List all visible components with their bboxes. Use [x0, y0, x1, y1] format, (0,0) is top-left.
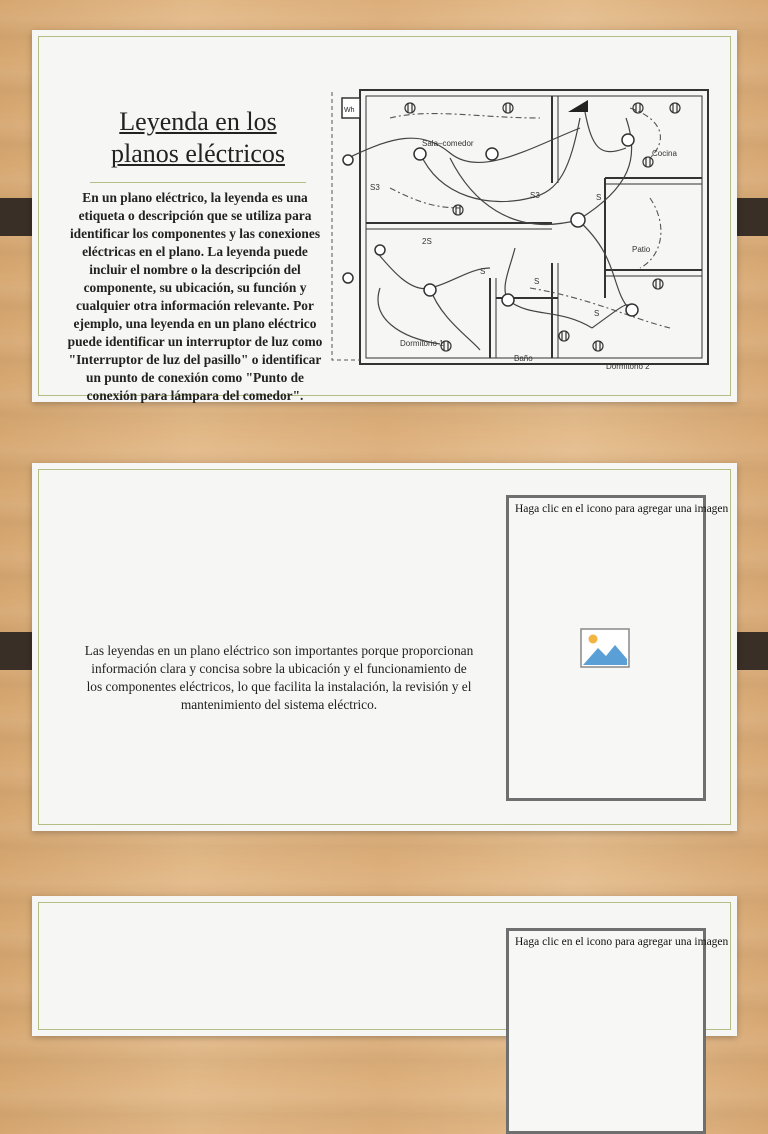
slide-1[interactable] — [32, 30, 737, 402]
plan-label-dormitorio-2: Dormitorio 2 — [606, 362, 650, 371]
image-placeholder[interactable] — [506, 928, 706, 1134]
image-placeholder-caption: Haga clic en el icono para agregar una imagen — [515, 936, 729, 948]
plan-label-bano: Baño — [514, 354, 533, 363]
plan-label-s3b: S3 — [530, 191, 540, 200]
title-divider — [90, 182, 306, 183]
plan-label-s3a: S3 — [370, 183, 380, 192]
image-placeholder-caption: Haga clic en el icono para agregar una imagen — [515, 503, 729, 515]
plan-label-wh: Wh — [344, 107, 355, 114]
slide-body-text: En un plano eléctrico, la leyenda es una etiqueta o descripción que se utiliza para identificar los componentes y las conexiones eléctricas en el plano. La leyenda puede incluir el nombre o la descripción del componente, su ubicación, su función y cualquier otra información relevante. Por ejemplo, una leyenda en un plano eléctrico puede identificar un interruptor de luz como "Interruptor de luz del pasillo" o identificar un punto de conexión como "Punto de conexión para lámpara del comedor". — [67, 190, 323, 403]
plan-label-cocina: Cocina — [652, 149, 677, 158]
plan-label-sala: Sala–comedor — [422, 139, 474, 148]
plan-label-s-c: S — [534, 277, 540, 286]
plan-label-s-a: S — [596, 193, 602, 202]
plan-label-s-b: S — [480, 267, 486, 276]
plan-label-2s: 2S — [422, 237, 432, 246]
plan-label-patio: Patio — [632, 245, 651, 254]
plan-label-s-d: S — [594, 309, 600, 318]
slide-body-text: Las leyendas en un plano eléctrico son importantes porque proporcionan información clara y concisa sobre la ubicación y el funcionamiento de los componentes eléctricos, lo que facilita la instalación, la revisión y el mantenimiento del sistema eléctrico. — [84, 643, 474, 712]
plan-label-dormitorio-1: Dormitorio 1 — [400, 339, 444, 348]
slide-3[interactable] — [32, 896, 737, 1036]
slide-title: Leyenda en los planos eléctricos — [111, 107, 285, 168]
slide-2[interactable] — [32, 463, 737, 831]
insert-picture-icon[interactable] — [580, 628, 630, 668]
electrical-floor-plan — [330, 88, 712, 371]
